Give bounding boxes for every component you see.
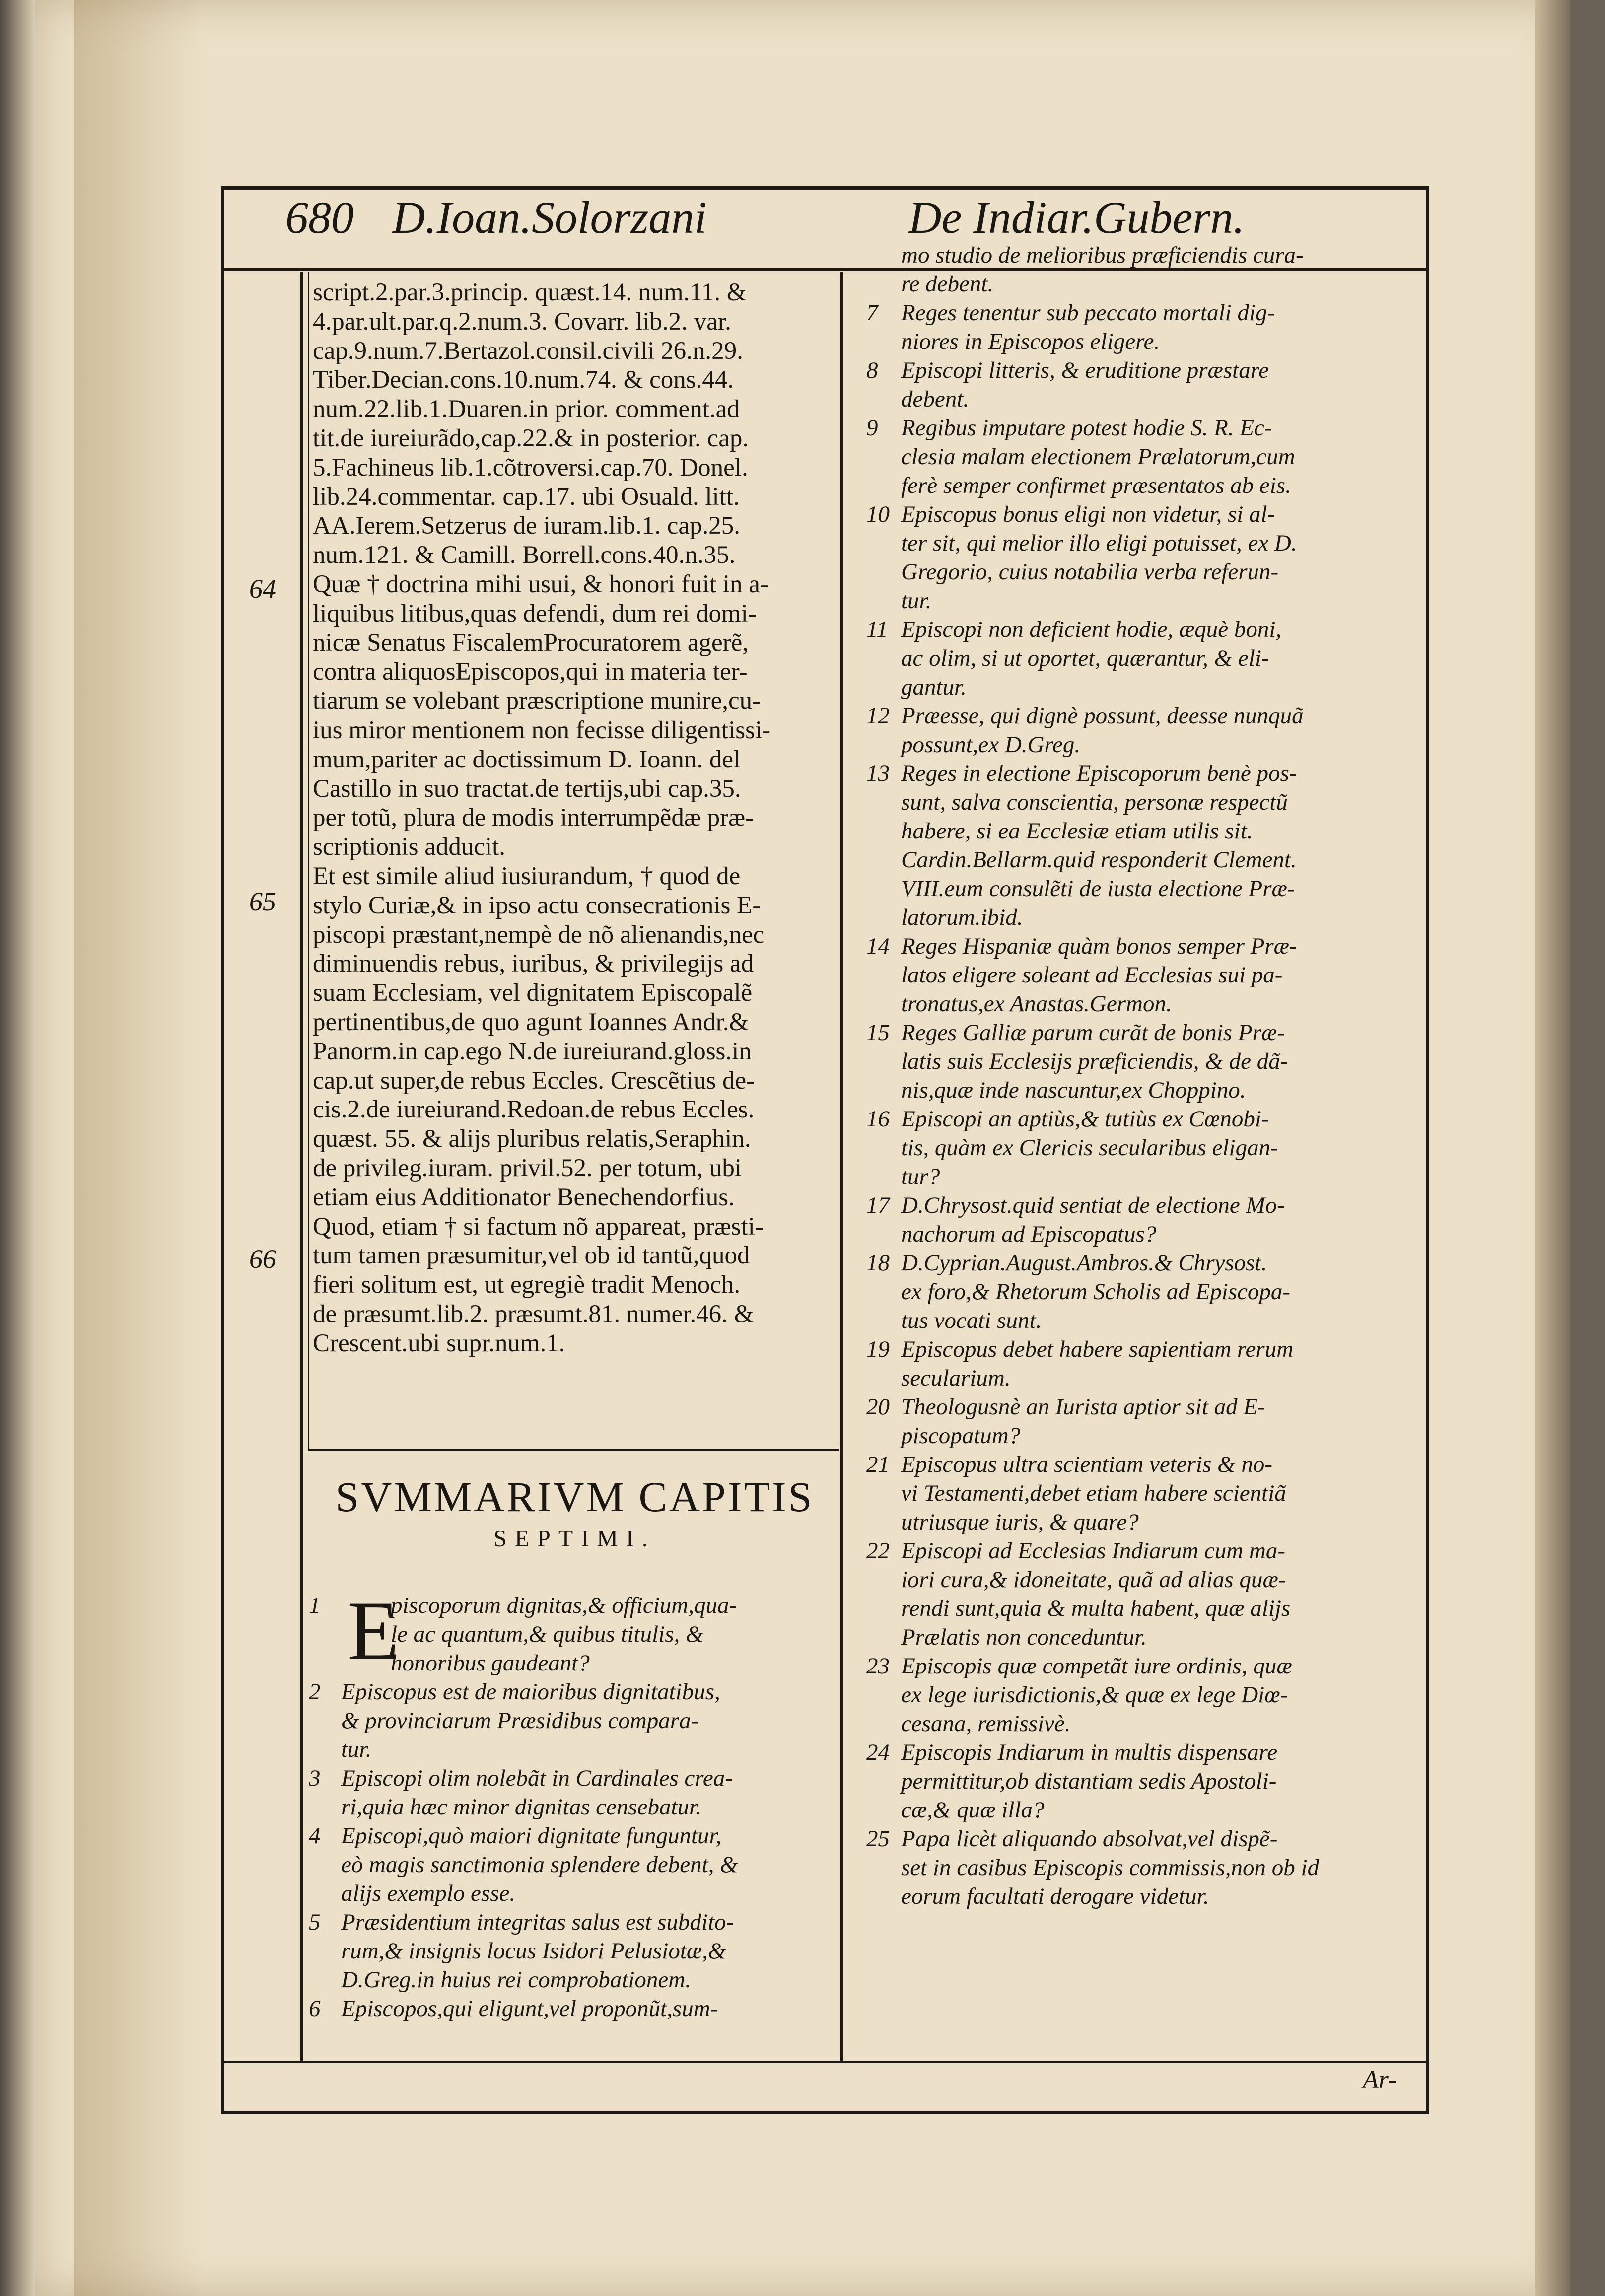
summary-line bbox=[866, 1220, 1407, 1249]
summary-entry-text: nis,quæ inde nascuntur,ex Choppino. bbox=[901, 1077, 1246, 1103]
page-stain bbox=[74, 0, 204, 2296]
summary-entry-number: 7 bbox=[866, 300, 878, 326]
summary-entry-text: Episcopis quæ competãt iure ordinis, quæ bbox=[901, 1653, 1292, 1679]
summary-entry-number: 4 bbox=[309, 1823, 321, 1849]
summary-entry-text: cæ,& quæ illa? bbox=[901, 1797, 1045, 1823]
summary-entry-text: VIII.eum consulẽti de iusta electione Præ- bbox=[901, 876, 1295, 902]
summary-entry-text: set in casibus Episcopis commissis,non ob id bbox=[901, 1855, 1320, 1880]
text-line: ius miror mentionem non fecisse diligentissi- bbox=[313, 716, 771, 744]
summary-line bbox=[866, 356, 1407, 385]
summary-entry-text: eorum facultati derogare videtur. bbox=[901, 1883, 1209, 1909]
left-column-rule bbox=[308, 272, 309, 1449]
summary-entry-text: re debent. bbox=[901, 271, 994, 297]
summary-entry-text: latorum.ibid. bbox=[901, 904, 1023, 930]
summary-entry-text: debent. bbox=[901, 386, 970, 412]
summary-entry-number: 6 bbox=[309, 1996, 321, 2021]
summary-line bbox=[866, 557, 1407, 586]
text-line: Castillo in suo tractat.de tertijs,ubi cap.35. bbox=[313, 774, 741, 803]
summary-entry-number: 10 bbox=[866, 501, 890, 527]
summary-line bbox=[866, 442, 1407, 471]
summary-entry-number: 3 bbox=[309, 1765, 321, 1791]
footer-rule bbox=[224, 2061, 1426, 2063]
summary-line bbox=[866, 759, 1407, 788]
text-line: Quod, etiam † si factum nõ appareat, præsti- bbox=[313, 1212, 764, 1241]
summary-entry-text: iori cura,& idoneitate, quã ad alias quæ- bbox=[901, 1567, 1286, 1593]
summary-line bbox=[866, 730, 1407, 759]
text-line: script.2.par.3.princip. quæst.14. num.11. & bbox=[313, 278, 747, 306]
summary-entry-number: 20 bbox=[866, 1394, 890, 1420]
summary-line bbox=[866, 385, 1407, 414]
summary-line bbox=[309, 1994, 837, 2023]
summary-entry-number: 22 bbox=[866, 1538, 890, 1564]
summary-entry-text: tronatus,ex Anastas.Germon. bbox=[901, 991, 1172, 1017]
summary-line bbox=[866, 817, 1407, 845]
summary-line bbox=[866, 1508, 1407, 1536]
summary-line bbox=[866, 1796, 1407, 1824]
summary-line bbox=[866, 1623, 1407, 1652]
summary-line bbox=[866, 1335, 1407, 1364]
summary-entry-text: latos eligere soleant ad Ecclesias sui pa- bbox=[901, 962, 1283, 988]
summary-line bbox=[866, 1105, 1407, 1133]
summary-line bbox=[866, 1133, 1407, 1162]
summary-entry-text: Præsidentium integritas salus est subdito- bbox=[341, 1909, 734, 1935]
summary-entry-number: 13 bbox=[866, 761, 890, 786]
summary-entry-text: eò magis sanctimonia splendere debent, & bbox=[341, 1852, 738, 1878]
summary-line bbox=[866, 1594, 1407, 1623]
summary-line bbox=[309, 1793, 837, 1821]
summary-entry-text: Prælatis non conceduntur. bbox=[901, 1624, 1147, 1650]
summary-entry-number: 19 bbox=[866, 1336, 890, 1362]
summary-box-rule bbox=[308, 1449, 839, 1451]
summary-entry-text: tur? bbox=[901, 1164, 940, 1189]
summary-entry-text: sunt, salva conscientia, personæ respectũ bbox=[901, 789, 1288, 815]
summary-entry-text: latis suis Ecclesijs præficiendis, & de dã- bbox=[901, 1048, 1288, 1074]
text-line: 4.par.ult.par.q.2.num.3. Covarr. lib.2. var. bbox=[313, 307, 731, 336]
summary-entry-number: 17 bbox=[866, 1192, 890, 1218]
summary-line bbox=[309, 1937, 837, 1965]
summary-line bbox=[866, 644, 1407, 673]
summary-entry-text: rum,& insignis locus Isidori Pelusiotæ,& bbox=[341, 1938, 726, 1964]
summary-line bbox=[866, 903, 1407, 932]
margin-rule bbox=[300, 272, 303, 2061]
summary-line bbox=[866, 1479, 1407, 1508]
summary-entry-text: Reges Hispaniæ quàm bonos semper Præ- bbox=[901, 933, 1297, 959]
summary-entry-text: piscoporum dignitas,& officium,qua- bbox=[391, 1593, 737, 1618]
text-line: AA.Ierem.Setzerus de iuram.lib.1. cap.25. bbox=[313, 512, 741, 540]
drop-cap: E bbox=[348, 1584, 399, 1677]
summary-entry-text: ex lege iurisdictionis,& quæ ex lege Diœ- bbox=[901, 1682, 1288, 1708]
page-number: 680 bbox=[285, 192, 354, 243]
text-line: num.121. & Camill. Borrell.cons.40.n.35. bbox=[313, 541, 736, 569]
summary-entry-number: 2 bbox=[309, 1679, 321, 1705]
margin-number: 65 bbox=[249, 887, 276, 916]
summary-line bbox=[866, 414, 1407, 442]
text-line: Panorm.in cap.ego N.de iureiurand.gloss.in bbox=[313, 1037, 752, 1065]
summary-line bbox=[309, 1677, 837, 1706]
summary-line bbox=[866, 1767, 1407, 1796]
summary-title: SVMMARIVM CAPITIS bbox=[335, 1473, 814, 1521]
summary-entry-text: Reges Galliæ parum curãt de bonis Præ- bbox=[901, 1020, 1285, 1045]
text-line: etiam eius Additionator Benechendorfius. bbox=[313, 1183, 735, 1211]
summary-entry-text: piscopatum? bbox=[901, 1423, 1021, 1449]
summary-line bbox=[866, 298, 1407, 327]
summary-entry-text: Episcopi,quò maiori dignitate funguntur, bbox=[341, 1823, 722, 1849]
summary-subtitle: SEPTIMI. bbox=[493, 1526, 656, 1552]
summary-line bbox=[866, 1421, 1407, 1450]
summary-entry-text: vi Testamenti,debet etiam habere scientiã bbox=[901, 1480, 1286, 1506]
summary-line bbox=[866, 1709, 1407, 1738]
summary-entry-text: D.Chrysost.quid sentiat de electione Mo- bbox=[901, 1192, 1285, 1218]
summary-line bbox=[309, 1879, 837, 1908]
text-line: scriptionis adducit. bbox=[313, 833, 506, 861]
text-line: tiarum se volebant præscriptione munire,cu- bbox=[313, 687, 761, 715]
text-line: cis.2.de iureiurand.Redoan.de rebus Eccles. bbox=[313, 1096, 755, 1124]
summary-entry-number: 25 bbox=[866, 1826, 890, 1852]
summary-entry-text: tur. bbox=[341, 1737, 372, 1762]
text-line: de privileg.iuram. privil.52. per totum, ubi bbox=[313, 1154, 742, 1182]
summary-line bbox=[309, 1649, 837, 1677]
summary-entry-number: 5 bbox=[309, 1909, 321, 1935]
summary-line bbox=[309, 1821, 837, 1850]
summary-line bbox=[866, 529, 1407, 557]
text-line: 5.Fachineus lib.1.cõtroversi.cap.70. Donel. bbox=[313, 453, 748, 482]
left-column-text bbox=[313, 278, 837, 1358]
summary-entry-text: Episcopis Indiarum in multis dispensare bbox=[901, 1739, 1278, 1765]
text-line: fieri solitum est, ut egregiè tradit Menoch. bbox=[313, 1271, 741, 1299]
summary-line bbox=[309, 1850, 837, 1879]
running-head-left: D.Ioan.Solorzani bbox=[392, 192, 707, 243]
summary-entry-text: Regibus imputare potest hodie S. R. Ec- bbox=[901, 415, 1272, 441]
text-line: cap.ut super,de rebus Eccles. Crescẽtius de- bbox=[313, 1066, 755, 1095]
summary-line bbox=[866, 1536, 1407, 1565]
text-line: piscopi præstant,nempè de nõ alienandis,nec bbox=[313, 920, 765, 949]
summary-entry-number: 24 bbox=[866, 1739, 890, 1765]
summary-list-continued bbox=[866, 241, 1407, 1911]
column-divider bbox=[840, 272, 843, 2061]
summary-entry-text: ac olim, si ut oportet, quærantur, & eli- bbox=[901, 645, 1269, 671]
summary-entry-text: habere, si ea Ecclesiæ etiam utilis sit. bbox=[901, 818, 1253, 844]
running-head-right: De Indiar.Gubern. bbox=[908, 192, 1245, 243]
text-line: mum,pariter ac doctissimum D. Ioann. del bbox=[313, 745, 741, 773]
summary-entry-text: tus vocati sunt. bbox=[901, 1308, 1042, 1333]
summary-line bbox=[866, 270, 1407, 298]
summary-entry-text: Papa licèt aliquando absolvat,vel dispẽ- bbox=[901, 1826, 1278, 1852]
summary-entry-number: 11 bbox=[866, 617, 888, 642]
summary-entry-text: ex foro,& Rhetorum Scholis ad Episcopa- bbox=[901, 1279, 1291, 1305]
text-line: tit.de iureiurãdo,cap.22.& in posterior. cap. bbox=[313, 424, 749, 452]
summary-line bbox=[309, 1591, 837, 1620]
margin-number: 64 bbox=[249, 574, 276, 604]
summary-entry-text: Cardin.Bellarm.quid responderit Clement. bbox=[901, 847, 1297, 873]
summary-entry-text: Episcopus bonus eligi non videtur, si al- bbox=[901, 501, 1275, 527]
text-line: cap.9.num.7.Bertazol.consil.civili 26.n.29. bbox=[313, 337, 743, 365]
summary-line bbox=[866, 1191, 1407, 1220]
summary-entry-text: Episcopi non deficient hodie, æquè boni, bbox=[901, 617, 1282, 642]
margin-number: 66 bbox=[249, 1244, 276, 1274]
summary-entry-number: 1 bbox=[309, 1593, 321, 1618]
summary-list bbox=[309, 1584, 837, 2023]
summary-entry-text: Theologusnè an Iurista aptior sit ad E- bbox=[901, 1394, 1265, 1420]
summary-entry-text: Episcopi litteris, & eruditione præstare bbox=[901, 357, 1269, 383]
text-line: pertinentibus,de quo agunt Ioannes Andr.& bbox=[313, 1008, 749, 1036]
summary-line bbox=[866, 961, 1407, 989]
summary-line bbox=[866, 1249, 1407, 1277]
summary-entry-number: 21 bbox=[866, 1452, 890, 1477]
summary-line bbox=[866, 327, 1407, 356]
summary-line bbox=[866, 845, 1407, 874]
summary-line bbox=[866, 874, 1407, 903]
summary-line bbox=[866, 241, 1407, 270]
text-line: Quæ † doctrina mihi usui, & honori fuit in a- bbox=[313, 570, 768, 598]
text-line: per totũ, plura de modis interrumpẽdæ præ- bbox=[313, 804, 754, 832]
summary-entry-text: tur. bbox=[901, 588, 932, 614]
summary-entry-text: Præesse, qui dignè possunt, deesse nunquã bbox=[901, 703, 1304, 729]
summary-entry-text: Episcopus ultra scientiam veteris & no- bbox=[901, 1452, 1272, 1477]
summary-entry-text: utriusque iuris, & quare? bbox=[901, 1509, 1139, 1535]
summary-entry-number: 15 bbox=[866, 1020, 890, 1045]
page-edge bbox=[1535, 0, 1570, 2296]
summary-line bbox=[309, 1735, 837, 1764]
text-line: de præsumt.lib.2. præsumt.81. numer.46. & bbox=[313, 1300, 754, 1328]
summary-entry-text: permittitur,ob distantiam sedis Apostoli- bbox=[901, 1768, 1277, 1794]
summary-entry-text: Episcopi ad Ecclesias Indiarum cum ma- bbox=[901, 1538, 1286, 1564]
summary-entry-number: 18 bbox=[866, 1250, 890, 1276]
summary-entry-text: gantur. bbox=[901, 674, 967, 700]
summary-line bbox=[866, 1047, 1407, 1076]
summary-line bbox=[866, 989, 1407, 1018]
summary-entry-text: Episcopus est de maioribus dignitatibus, bbox=[341, 1679, 720, 1705]
summary-entry-text: ter sit, qui melior illo eligi potuisset, ex D. bbox=[901, 530, 1297, 556]
summary-line bbox=[866, 1824, 1407, 1853]
summary-line bbox=[309, 1706, 837, 1735]
summary-line bbox=[866, 1450, 1407, 1479]
summary-entry-text: cesana, remissivè. bbox=[901, 1711, 1071, 1737]
summary-line bbox=[866, 1652, 1407, 1680]
summary-line bbox=[866, 788, 1407, 817]
summary-entry-text: ferè semper confirmet præsentatos ab eis. bbox=[901, 473, 1291, 498]
summary-entry-text: nachorum ad Episcopatus? bbox=[901, 1221, 1157, 1247]
summary-entry-text: Episcopus debet habere sapientiam rerum bbox=[901, 1336, 1294, 1362]
book-spine bbox=[0, 0, 35, 2296]
summary-entry-text: Episcopi an aptiùs,& tutiùs ex Cœnobi- bbox=[901, 1106, 1269, 1132]
summary-entry-text: rendi sunt,quia & multa habent, quæ alijs bbox=[901, 1596, 1291, 1621]
summary-line bbox=[866, 615, 1407, 644]
summary-line bbox=[866, 1882, 1407, 1911]
summary-entry-text: possunt,ex D.Greg. bbox=[901, 732, 1081, 758]
text-line: num.22.lib.1.Duaren.in prior. comment.ad bbox=[313, 395, 740, 423]
text-line: Tiber.Decian.cons.10.num.74. & cons.44. bbox=[313, 366, 734, 394]
summary-entry-text: niores in Episcopos eligere. bbox=[901, 329, 1160, 354]
catchword: Ar- bbox=[1363, 2066, 1397, 2094]
summary-entry-text: Episcopos,qui eligunt,vel proponũt,sum- bbox=[341, 1996, 718, 2021]
text-line: nicæ Senatus FiscalemProcuratorem agerẽ, bbox=[313, 628, 749, 657]
summary-line bbox=[309, 1965, 837, 1994]
text-line: Et est simile aliud iusiurandum, † quod de bbox=[313, 862, 741, 890]
summary-entry-text: Gregorio, cuius notabilia verba referun- bbox=[901, 559, 1279, 585]
summary-entry-text: honoribus gaudeant? bbox=[391, 1650, 590, 1676]
summary-line bbox=[309, 1620, 837, 1649]
summary-line bbox=[309, 1764, 837, 1793]
summary-line bbox=[866, 1853, 1407, 1882]
summary-entry-text: le ac quantum,& quibus titulis, & bbox=[391, 1621, 704, 1647]
text-line: liquibus litibus,quas defendi, dum rei domi- bbox=[313, 599, 757, 627]
summary-line bbox=[866, 586, 1407, 615]
summary-entry-text: Episcopi olim nolebãt in Cardinales crea- bbox=[341, 1765, 733, 1791]
summary-line bbox=[866, 1076, 1407, 1105]
text-line: quæst. 55. & alijs pluribus relatis,Seraphin. bbox=[313, 1125, 751, 1153]
summary-line bbox=[866, 1277, 1407, 1306]
summary-line bbox=[866, 1162, 1407, 1191]
summary-entry-text: D.Greg.in huius rei comprobationem. bbox=[341, 1967, 691, 1993]
summary-entry-text: ri,quia hæc minor dignitas censebatur. bbox=[341, 1794, 701, 1820]
summary-line bbox=[866, 471, 1407, 500]
summary-entry-number: 9 bbox=[866, 415, 878, 441]
text-line: suam Ecclesiam, vel dignitatem Episcopalẽ bbox=[313, 979, 753, 1007]
summary-entry-text: mo studio de melioribus præficiendis cura- bbox=[901, 242, 1304, 268]
summary-entry-number: 16 bbox=[866, 1106, 890, 1132]
text-line: contra aliquosEpiscopos,qui in materia ter- bbox=[313, 658, 748, 686]
summary-entry-text: tis, quàm ex Clericis secularibus eligan- bbox=[901, 1135, 1278, 1161]
summary-line bbox=[866, 1565, 1407, 1594]
summary-line bbox=[866, 1680, 1407, 1709]
text-line: stylo Curiæ,& in ipso actu consecrationis E- bbox=[313, 891, 761, 919]
summary-entry-number: 14 bbox=[866, 933, 890, 959]
summary-entry-number: 12 bbox=[866, 703, 890, 729]
summary-line bbox=[866, 1364, 1407, 1392]
summary-line bbox=[866, 1018, 1407, 1047]
summary-line bbox=[866, 1738, 1407, 1767]
text-line: lib.24.commentar. cap.17. ubi Osuald. litt. bbox=[313, 483, 740, 511]
summary-line bbox=[866, 701, 1407, 730]
summary-line bbox=[866, 500, 1407, 529]
text-line: tum tamen præsumitur,vel ob id tantũ,quod bbox=[313, 1242, 750, 1270]
summary-entry-text: clesia malam electionem Prælatorum,cum bbox=[901, 444, 1295, 470]
text-line: Crescent.ubi supr.num.1. bbox=[313, 1329, 565, 1357]
summary-entry-number: 8 bbox=[866, 357, 878, 383]
summary-entry-text: D.Cyprian.August.Ambros.& Chrysost. bbox=[901, 1250, 1267, 1276]
text-line: diminuendis rebus, iuribus, & privilegijs ad bbox=[313, 950, 754, 978]
summary-line bbox=[866, 932, 1407, 961]
summary-entry-text: Reges tenentur sub peccato mortali dig- bbox=[901, 300, 1275, 326]
summary-entry-text: & provinciarum Præsidibus compara- bbox=[341, 1708, 699, 1734]
summary-entry-text: secularium. bbox=[901, 1365, 1011, 1391]
summary-line bbox=[866, 1392, 1407, 1421]
summary-line bbox=[866, 673, 1407, 701]
summary-entry-number: 23 bbox=[866, 1653, 890, 1679]
summary-entry-text: alijs exemplo esse. bbox=[341, 1880, 516, 1906]
summary-line bbox=[309, 1908, 837, 1937]
summary-line bbox=[866, 1306, 1407, 1335]
summary-entry-text: Reges in electione Episcoporum benè pos- bbox=[901, 761, 1297, 786]
